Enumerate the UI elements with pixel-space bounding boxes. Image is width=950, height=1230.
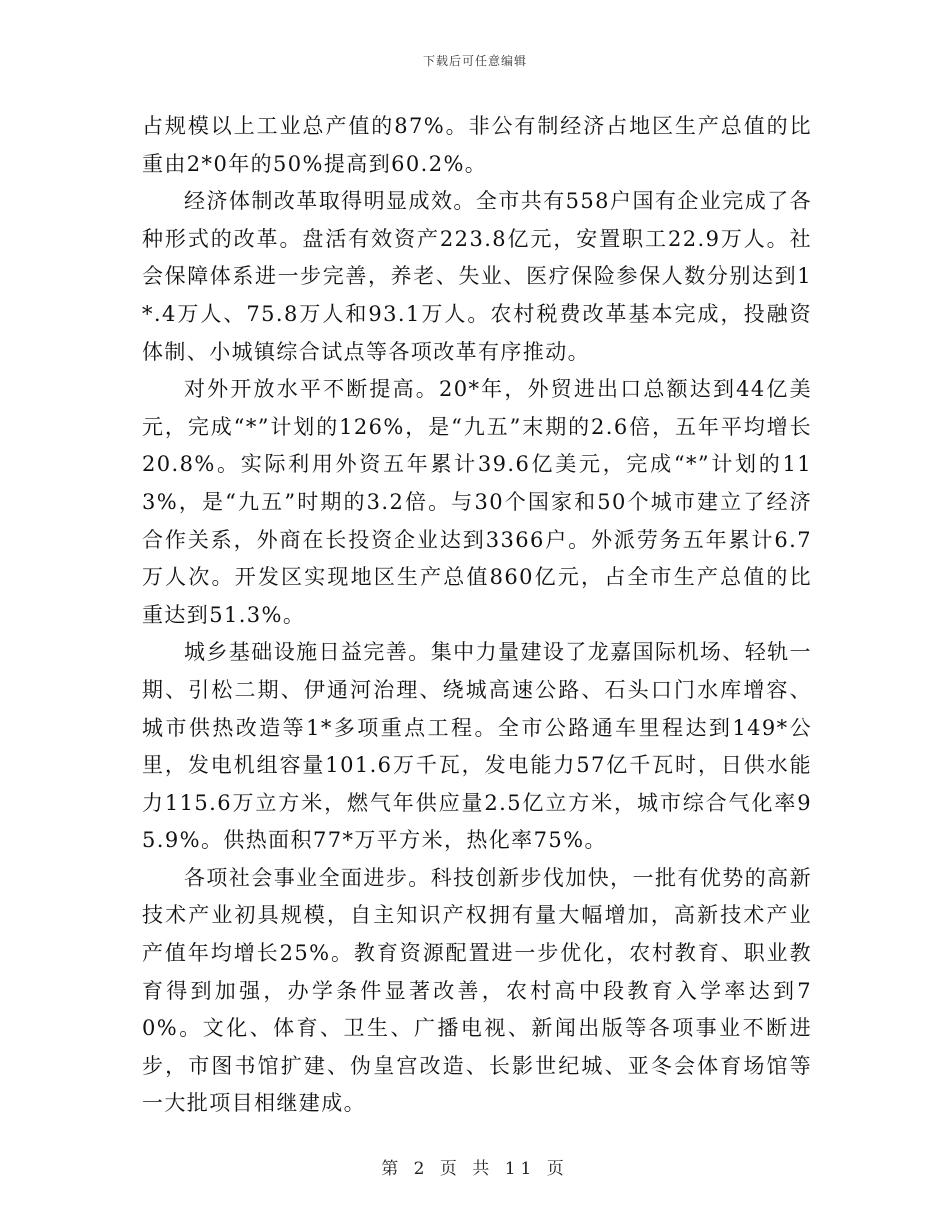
document-body — [142, 108, 812, 1123]
page-number-footer: 第 2 页 共 11 页 — [381, 1159, 569, 1179]
paragraph-infrastructure: 城乡基础设施日益完善。集中力量建设了龙嘉国际机场、轻轨一期、引松二期、伊通河治理、绕城高速公路、石头口门水库增容、城市供热改造等1*多项重点工程。全市公路通车里程达到149*公里，发电机组容量101.6万千瓦，发电能力57亿千瓦时，日供水能力115.6万立方米，燃气年供应量2.5亿立方米，城市综合气化率95.9%。供热面积77*万平方米，热化率75%。 — [142, 640, 812, 853]
paragraph-opening-up: 对外开放水平不断提高。20*年，外贸进出口总额达到44亿美元，完成“*”计划的126%，是“九五”末期的2.6倍，五年平均增长20.8%。实际利用外资五年累计39.6亿美元，完成“*”计划的113%，是“九五”时期的3.2倍。与30个国家和50个城市建立了经济合作关系，外商在长投资企业达到3366户。外派劳务五年累计6.7万人次。开发区实现地区生产总值860亿元，占全市生产总值的比重达到51.3%。 — [142, 377, 812, 627]
paragraph-continuation: 占规模以上工业总产值的87%。非公有制经济占地区生产总值的比重由2*0年的50%提高到60.2%。 — [142, 114, 812, 176]
paragraph-social-progress: 各项社会事业全面进步。科技创新步伐加快，一批有优势的高新技术产业初具规模，自主知识产权拥有量大幅增加，高新技术产业产值年均增长25%。教育资源配置进一步优化，农村教育、职业教育得到加强，办学条件显著改善，农村高中段教育入学率达到70%。文化、体育、卫生、广播电视、新闻出版等各项事业不断进步，市图书馆扩建、伪皇宫改造、长影世纪城、亚冬会体育场馆等一大批项目相继建成。 — [142, 865, 812, 1116]
paragraph-economic-reform: 经济体制改革取得明显成效。全市共有558户国有企业完成了各种形式的改革。盘活有效资产223.8亿元，安置职工22.9万人。社会保障体系进一步完善，养老、失业、医疗保险参保人数分别达到1*.4万人、75.8万人和93.1万人。农村税费改革基本完成，投融资体制、小城镇综合试点等各项改革有序推动。 — [142, 189, 812, 364]
page-header: 下载后可任意编辑 — [422, 54, 527, 68]
